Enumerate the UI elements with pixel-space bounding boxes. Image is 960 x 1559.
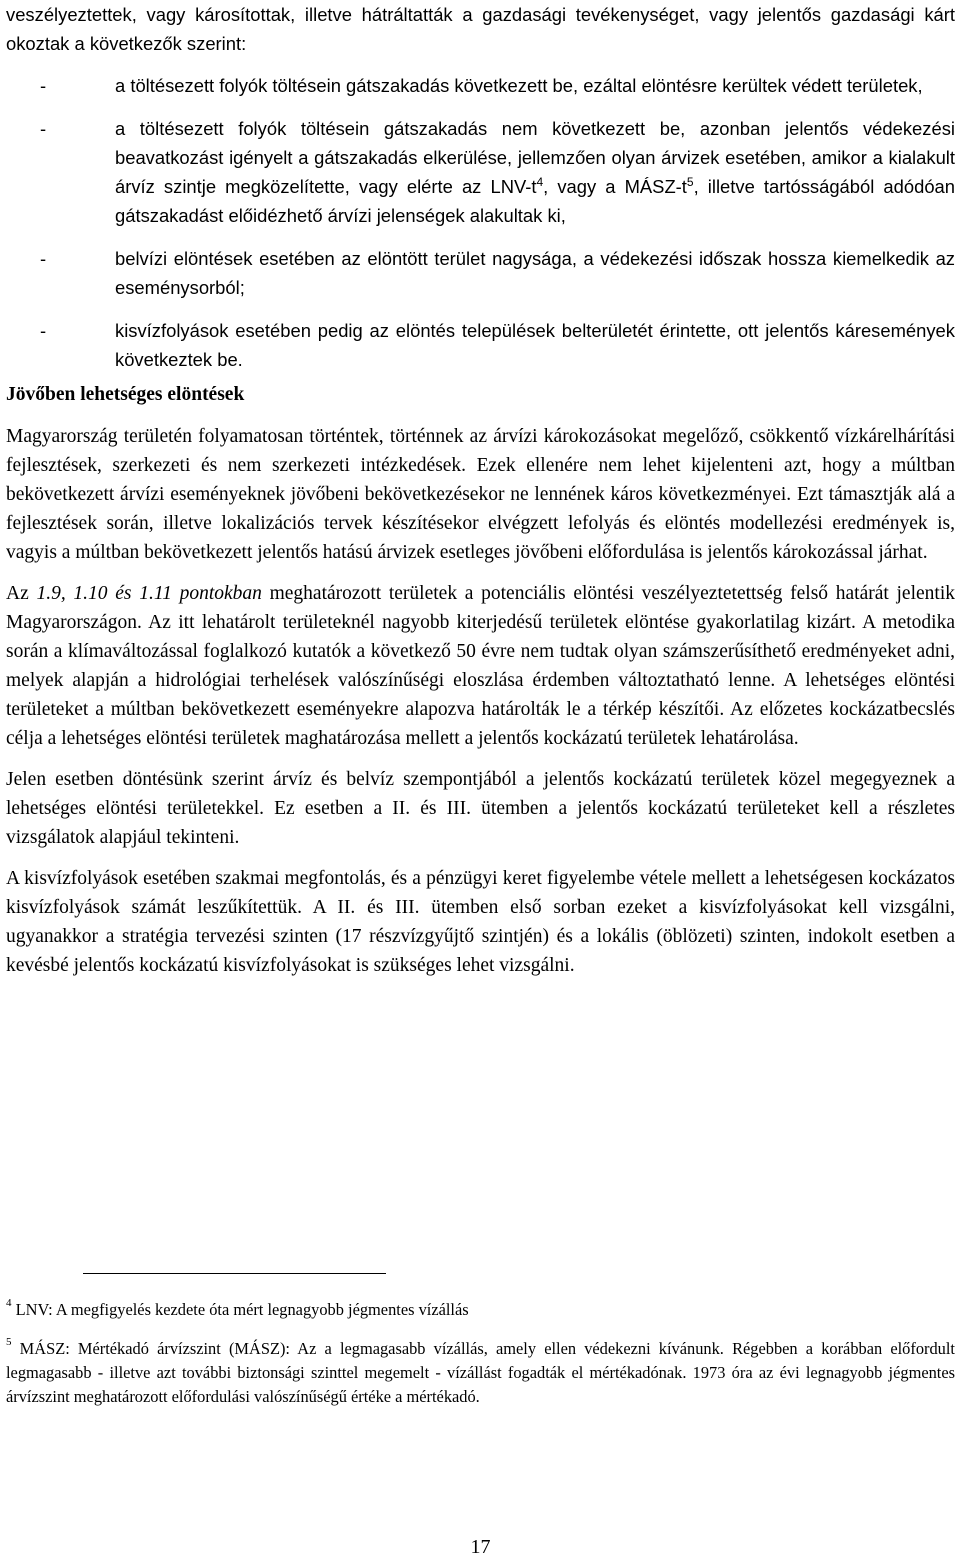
- intro-paragraph: veszélyeztettek, vagy károsítottak, illetve hátráltatták a gazdasági tevékenységet, vagy jelentős gazdasági kárt okoztak a következők szerint:: [6, 4, 955, 54]
- document-page: [6, 0, 955, 1558]
- footnote-number: 4: [6, 1297, 12, 1309]
- body-paragraph: Jelen esetben döntésünk szerint árvíz és belvíz szempontjából a jelentős kockázatú területek közel megegyeznek a lehetséges elöntési területekkel. Ez esetben a II. és III. ütemben a jelentős kockázatú területeket kell a részletes vizsgálatok alapjául tekinteni.: [6, 769, 955, 848]
- footnote-text: MÁSZ: Mértékadó árvízszint (MÁSZ): Az a legmagasabb vízállás, amely ellen védekezni kívánunk. Régebben a korábban előfordult legmagasabb - illetve azt további biztonsági szinttel megemelt - vízállást fogadták el mértékadónak. 1973 óra az évi legnagyobb jégmentes árvízszint meghatározott előfordulási valószínűségű értéke a mértékadó.: [6, 1339, 955, 1406]
- list-item: [6, 114, 955, 230]
- list-item-text: a töltésezett folyók töltésein gátszakadás nem következett be, azonban jelentős védekezési beavatkozást igényelt a gátszakadás elkerülése, jellemzően olyan árvizek esetében, amikor a kialakult árvíz szintje megközelítette, vagy elérte az LNV-t: [115, 118, 955, 197]
- list-item-text: kisvízfolyások esetében pedig az elöntés települések belterületét érintette, ott jelentős káresemények következtek be.: [115, 320, 955, 370]
- list-item-text: , vagy a MÁSZ-t: [543, 176, 687, 197]
- paragraph-text: meghatározott területek a potenciális elöntési veszélyeztetettség felső határát jelentik Magyarországon. Az itt lehatárolt területeknél nagyobb kiterjedésű területek elöntése gyakorlatilag kizárt. A metodika során a klímaváltozással foglalkozó kutatók a következő 50 évre nem tudtak olyan számszerűsíthető eredményeket adni, melyek alapján a hidrológiai terhelések valószínűségi eloszlása érdemben változtatható lenne. A lehetséges elöntési területeket a múltban bekövetkezett eseményekre alapozva határolták le a térkép készítői. Az előzetes kockázatbecslés célja a lehetséges elöntési területek maghatározása mellett a jelentős kockázatú területek lehatárolása.: [6, 583, 955, 749]
- footnote-number: 5: [6, 1336, 12, 1348]
- list-dash: -: [40, 248, 47, 269]
- footnote-text: LNV: A megfigyelés kezdete óta mért legnagyobb jégmentes vízállás: [15, 1300, 469, 1319]
- list-item: [6, 316, 955, 374]
- footnote-ref-5: 5: [686, 175, 694, 189]
- footnote-5: [6, 1337, 955, 1409]
- body-paragraph: Magyarország területén folyamatosan történtek, történnek az árvízi károkozásokat megelőző, csökkentő vízkárelhárítási fejlesztések, szerkezeti és nem szerkezeti intézkedések. Ezek ellenére nem lehet kijelenteni azt, hogy a múltban bekövetkezett árvízi eseményeknek jövőbeni bekövetkezésekor ne lennének káros következményei. Ezt támasztják alá a fejlesztések során, illetve lokalizációs tervek készítésekor elvégzett lefolyás és elöntés modellezési eredmények is, vagyis a múltban bekövetkezett jelentős hatású árvizek esetleges jövőbeni előfordulása is jelentős károkozással járhat.: [6, 426, 955, 563]
- body-paragraph: [6, 579, 955, 753]
- list-item-text: a töltésezett folyók töltésein gátszakadás következett be, ezáltal elöntésre kerültek védett területek,: [115, 75, 923, 96]
- page-number: 17: [470, 1536, 491, 1558]
- list-item: [6, 71, 955, 100]
- list-item-text: , illetve tartósságából adódóan gátszakadást előidézhető árvízi jelenségek alakultak ki,: [115, 176, 955, 226]
- section-heading: Jövőben lehetséges elöntések: [6, 384, 245, 405]
- section-reference: 1.9, 1.10 és 1.11 pontokban: [36, 583, 262, 604]
- impact-list: [6, 71, 955, 374]
- list-item-text: belvízi elöntések esetében az elöntött terület nagysága, a védekezési időszak hossza kiemelkedik az eseménysorból;: [115, 248, 955, 298]
- list-dash: -: [40, 118, 47, 139]
- footnote-ref-4: 4: [536, 175, 544, 189]
- list-item: [6, 244, 955, 302]
- paragraph-prefix: Az: [6, 583, 37, 604]
- list-dash: -: [40, 75, 47, 96]
- footnote-4: [6, 1298, 955, 1322]
- footnote-separator: [83, 1273, 386, 1274]
- body-paragraph: A kisvízfolyások esetében szakmai megfontolás, és a pénzügyi keret figyelembe vétele mellett a lehetségesen kockázatos kisvízfolyások számát leszűkítettük. A II. és III. ütemben első sorban ezeket a kisvízfolyásokat kell vizsgálni, ugyanakkor a stratégia tervezési szinten (17 részvízgyűjtő szintjén) és a lokális (öblözeti) szinten, indokolt esetben a kevésbé jelentős kockázatú kisvízfolyásokat is szükséges lehet vizsgálni.: [6, 868, 955, 976]
- list-dash: -: [40, 320, 47, 341]
